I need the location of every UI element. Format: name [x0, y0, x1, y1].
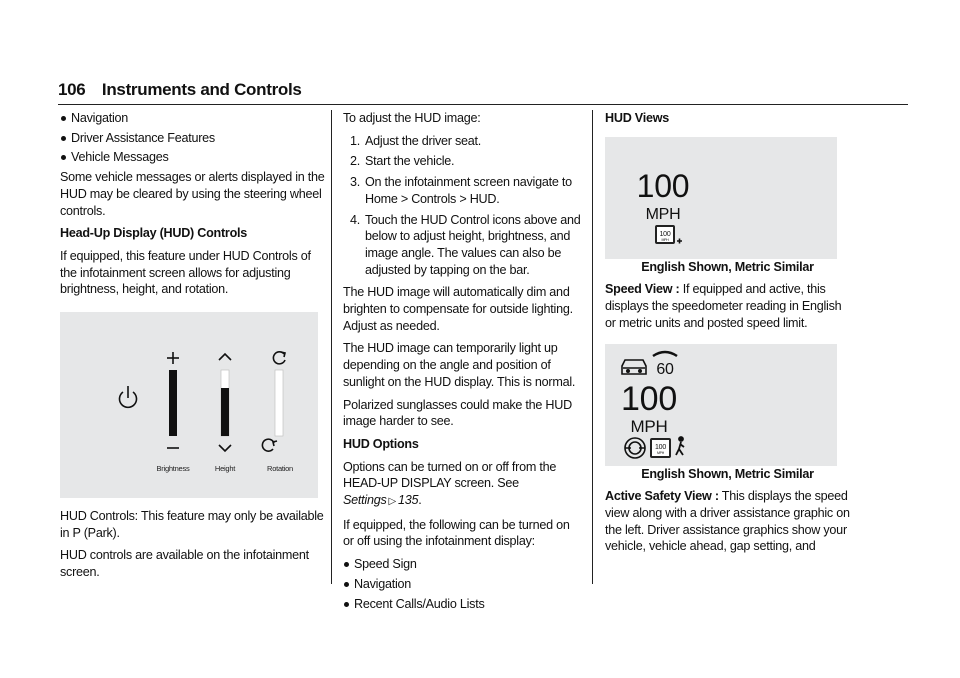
speed-unit: MPH — [630, 416, 668, 436]
list-item: 1. Adjust the driver seat. — [350, 133, 482, 148]
vehicle-ahead-icon — [622, 360, 646, 374]
height-down-icon — [219, 445, 231, 451]
section-title: Instruments and Controls — [101, 80, 302, 99]
list-item: 4. Touch the HUD Control icons above and below to adjust height, brightness, and image angle. The values can also be adjusted by tapping on the bar. — [350, 212, 581, 277]
column-divider — [592, 110, 593, 584]
steering-assist-icon — [625, 438, 645, 458]
pedestrian-icon — [676, 437, 684, 455]
figure-caption: English Shown, Metric Similar — [641, 466, 814, 481]
page-header — [58, 80, 908, 100]
speed-readout: 100 — [636, 167, 690, 204]
list-item: Recent Calls/Audio Lists — [343, 596, 581, 613]
height-bar-fill — [221, 388, 229, 436]
speed-readout: 100 — [621, 379, 677, 418]
list-item: 2. Start the vehicle. — [350, 154, 455, 169]
speed-limit-sign-icon — [650, 438, 671, 458]
column-1 — [60, 110, 326, 587]
page-ref-arrow-icon: ▷ — [388, 496, 396, 508]
svg-text:60: 60 — [656, 360, 674, 378]
svg-text:MPH: MPH — [656, 450, 665, 455]
rotation-bar — [275, 370, 283, 436]
active-safety-view-figure — [605, 344, 837, 466]
column-2 — [343, 110, 581, 615]
figure-caption: English Shown, Metric Similar — [641, 259, 814, 274]
hud-controls-figure — [60, 312, 318, 498]
paragraph: The HUD image can temporarily light up depending on the angle and position of sunlight on the HUD display. This is normal. — [343, 341, 576, 389]
brightness-plus-icon — [167, 352, 179, 364]
list-item: 3. On the infotainment screen navigate to Home > Controls > HUD. — [350, 175, 572, 206]
rotation-label: Rotation — [267, 464, 293, 474]
column-3 — [605, 110, 850, 561]
paragraph: Polarized sunglasses could make the HUD image harder to see. — [343, 397, 572, 429]
page-ref[interactable]: 135 — [397, 493, 419, 508]
rotate-counterclockwise-icon — [262, 439, 277, 451]
speed-limit-sign-icon — [655, 225, 682, 244]
set-speed-icon — [653, 352, 677, 378]
section-heading: HUD Options — [343, 436, 419, 451]
height-up-icon — [219, 354, 231, 360]
brightness-label: Brightness — [156, 464, 190, 474]
power-icon — [120, 386, 137, 407]
section-heading: HUD Views — [605, 111, 670, 125]
paragraph: Some vehicle messages or alerts displayed in the HUD may be cleared by using the steering wheel controls. — [60, 170, 325, 218]
paragraph: Active Safety View : This displays the speed view along with a driver assistance graphic on the left. Driver assistance graphics show your vehicle, vehicle ahead, gap setting, and — [605, 489, 850, 554]
svg-text:MPH: MPH — [661, 237, 669, 242]
paragraph: To adjust the HUD image: — [343, 111, 481, 125]
column-divider — [331, 110, 332, 584]
paragraph: If equipped, this feature under HUD Controls of the infotainment screen allows for adjusting brightness, height, and rotation. — [60, 248, 311, 297]
section-heading: Head-Up Display (HUD) Controls — [60, 226, 248, 241]
paragraph: Speed View : If equipped and active, this displays the speedometer reading in English or metric units and posted speed limit. — [605, 282, 842, 330]
speed-view-figure — [605, 137, 837, 259]
page-number: 106 — [58, 80, 86, 99]
settings-link[interactable]: Settings — [343, 493, 387, 508]
list-item: Vehicle Messages — [60, 149, 326, 166]
header-rule — [58, 104, 908, 105]
paragraph: Options can be turned on or off from the HEAD-UP DISPLAY screen. See Settings ▷ 135. — [343, 459, 557, 508]
rotate-clockwise-icon — [273, 352, 285, 364]
list-item: Driver Assistance Features — [60, 130, 326, 147]
list-item: Speed Sign — [343, 556, 581, 573]
list-item: Navigation — [60, 110, 326, 127]
paragraph: The HUD image will automatically dim and brighten to compensate for outside lighting. Adjust as needed. — [343, 285, 573, 333]
hud-controls-illustration — [60, 312, 318, 498]
height-label: Height — [214, 464, 236, 474]
brightness-bar — [169, 370, 177, 436]
svg-text:100: 100 — [659, 230, 671, 238]
figure-caption: HUD Controls: This feature may only be available in P (Park). — [60, 509, 324, 540]
list-item: Navigation — [343, 576, 581, 593]
speed-unit: MPH — [645, 205, 681, 223]
steps-list — [343, 133, 581, 279]
svg-text:100: 100 — [655, 443, 666, 451]
paragraph: HUD controls are available on the infotainment screen. — [60, 548, 309, 580]
paragraph: If equipped, the following can be turned on or off using the infotainment display: — [343, 517, 570, 549]
